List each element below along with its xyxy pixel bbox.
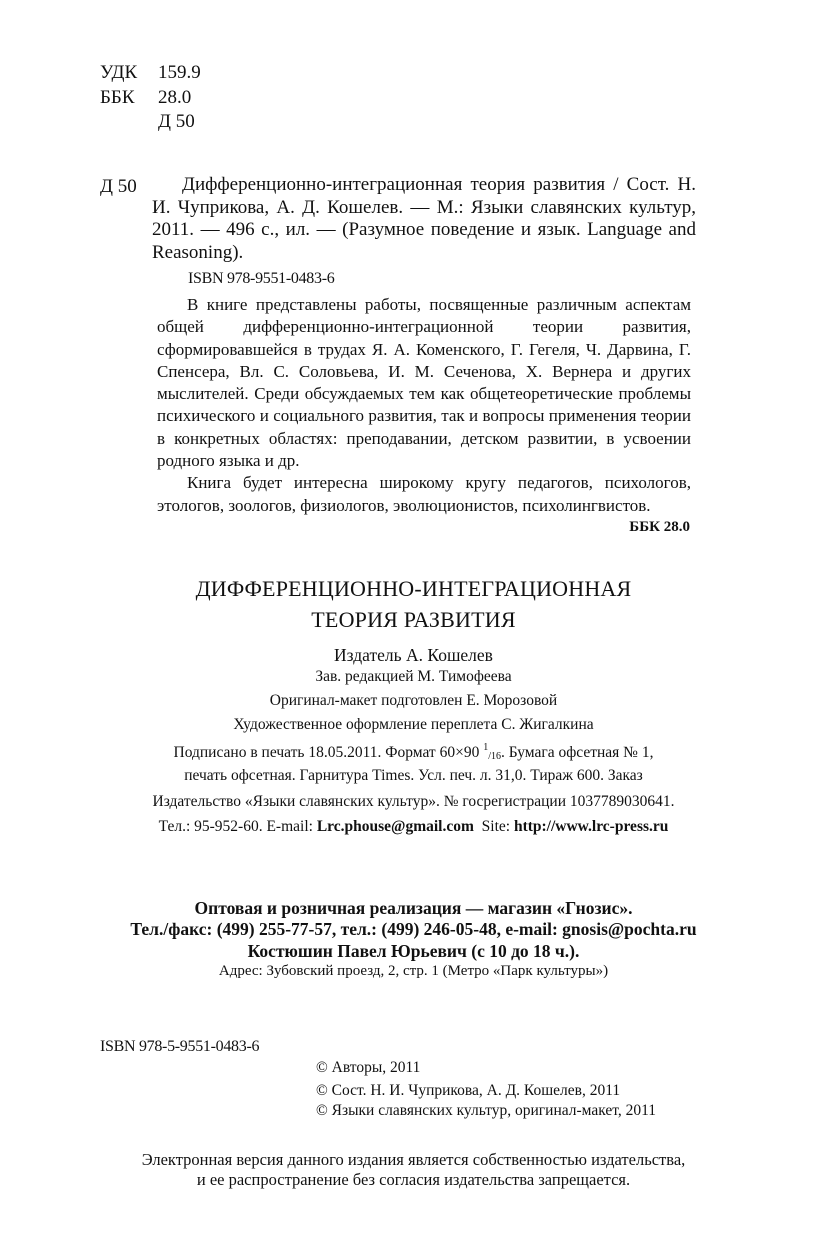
bbk-code xyxy=(100,86,191,110)
signed-prefix: Подписано в печать 18.05.2011. Формат 60×90 xyxy=(173,744,484,761)
isbn-main: ISBN 978-5-9551-0483-6 xyxy=(100,1038,260,1055)
annotation-paragraph-2: Книга будет интересна широкому кругу педагогов, психологов, этологов, зоологов, физиологов, эволюционистов, психолингвистов. xyxy=(157,473,691,515)
site-prefix: Site: xyxy=(481,818,514,835)
format-numerator: 1 xyxy=(483,742,489,753)
annotation-bbk: ББК 28.0 xyxy=(629,519,690,535)
copyright-publisher: © Языки славянских культур, оригинал-макет, 2011 xyxy=(316,1102,657,1119)
tel-prefix: Тел.: 95-952-60. E-mail: xyxy=(158,818,317,835)
author-mark: Д 50 xyxy=(158,111,195,132)
udk-code xyxy=(100,61,201,85)
registration-line: Издательство «Языки славянских культур». № госрегистрации 1037789030641. xyxy=(152,793,675,810)
sales-line-3: Костюшин Павел Юрьевич (с 10 до 18 ч.). xyxy=(247,941,580,961)
sales-line-2: Тел./факс: (499) 255-77-57, тел.: (499) 246-05-48, e-mail: gnosis@pochta.ru xyxy=(130,919,697,939)
format-denominator: /16 xyxy=(488,751,501,762)
entry-isbn: ISBN 978-9551-0483-6 xyxy=(188,270,335,287)
signed-line xyxy=(0,742,827,762)
layout-credit: Оригинал-макет подготовлен Е. Морозовой xyxy=(269,692,558,709)
annotation xyxy=(157,294,691,517)
udk-label: УДК xyxy=(100,62,138,83)
publisher: Издатель А. Кошелев xyxy=(334,645,493,665)
sales-address: Адрес: Зубовский проезд, 2, стр. 1 (Метро «Парк культуры») xyxy=(218,963,609,979)
site-link[interactable]: http://www.lrc-press.ru xyxy=(513,818,669,835)
print-line: печать офсетная. Гарнитура Times. Усл. печ. л. 31,0. Тираж 600. Заказ xyxy=(184,767,643,784)
bbk-label: ББК xyxy=(100,87,135,108)
book-title-line-1: ДИФФЕРЕНЦИОННО-ИНТЕГРАЦИОННАЯ xyxy=(195,576,632,601)
annotation-paragraph-1: В книге представлены работы, посвященные различным аспектам общей дифференционно-интеграционной теории развития, сформировавшейся в трудах Я. А. Коменского, Г. Гегеля, Ч. Дарвина, Г. Спенсера, Вл. С. Соловьева, И. М. Сеченова, Х. Вернера и других мыслителей. Среди обсуждаемых тем как общетеоретические проблемы психического и социального развития, так и вопросы применения теории в конкретных областях: преподавании, детском развитии, в усвоении родного языка и др. xyxy=(157,295,691,471)
footer-line-1: Электронная версия данного издания является собственностью издательства, xyxy=(141,1150,686,1169)
cover-credit: Художественное оформление переплета С. Жигалкина xyxy=(233,716,594,733)
entry-id: Д 50 xyxy=(100,176,137,197)
signed-suffix: . Бумага офсетная № 1, xyxy=(500,744,654,761)
udk-value: 159.9 xyxy=(158,62,201,83)
email-link[interactable]: Lrc.phouse@gmail.com xyxy=(316,818,474,835)
footer-line-2: и ее распространение без согласия издательства запрещается. xyxy=(196,1170,631,1189)
copyright-authors: © Авторы, 2011 xyxy=(316,1059,421,1076)
book-title-line-2: ТЕОРИЯ РАЗВИТИЯ xyxy=(311,607,516,632)
entry-description: Дифференционно-интеграционная теория развития / Сост. Н. И. Чуприкова, А. Д. Кошелев. — М.: Языки славянских культур, 2011. — 496 с., ил. — (Разумное поведение и язык. Language and Reasoning). xyxy=(152,174,696,263)
editor: Зав. редакцией М. Тимофеева xyxy=(315,668,512,685)
sales-line-1: Оптовая и розничная реализация — магазин «Гнозис». xyxy=(194,898,633,918)
contact-line xyxy=(0,818,827,836)
copyright-compilers: © Сост. Н. И. Чуприкова, А. Д. Кошелев, 2011 xyxy=(316,1082,621,1099)
bbk-value: 28.0 xyxy=(158,87,192,108)
